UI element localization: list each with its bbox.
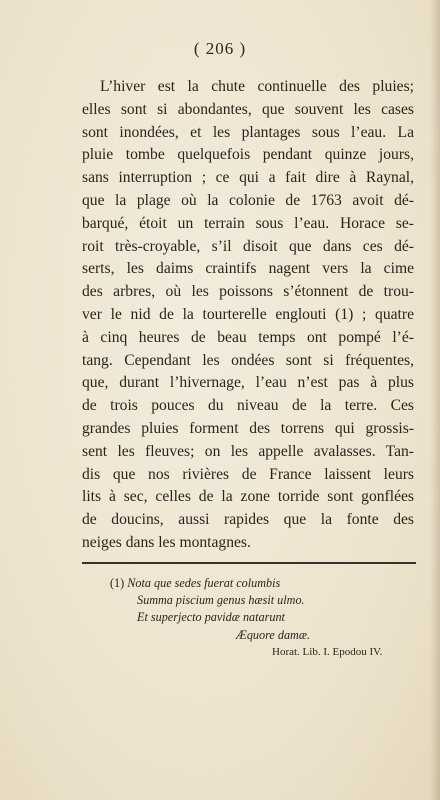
footnote-marker: (1) — [110, 576, 125, 590]
footnote-verse: Summa piscium genus hæsit ulmo. — [137, 593, 305, 608]
text-line: de trois pouces du niveau de la terre. Ces — [82, 397, 414, 415]
footnote-verse: Et superjecto pavidæ natarunt — [137, 610, 285, 625]
text-line: tang. Cependant les ondées sont si fréquentes, — [82, 351, 414, 369]
text-line: ver le nid de la tourterelle englouti (1) ; quatre — [82, 305, 414, 323]
text-line: elles sont si abondantes, que souvent les cases — [82, 100, 414, 118]
text-line: neiges dans les montagnes. — [82, 533, 251, 551]
footnote-verse: Nota que sedes fuerat columbis — [127, 576, 281, 590]
text-line: sont inondées, et les plantages sous l’eau. La — [82, 123, 414, 141]
text-line: serts, les daims craintifs nagent vers la cime — [82, 260, 414, 278]
text-line: pluie tombe quelquefois pendant quinze jours, — [82, 146, 414, 164]
footnote-line — [110, 575, 420, 592]
page-number: ( 206 ) — [193, 39, 247, 58]
text-line: barqué, étoit un terrain sous l’eau. Horace se- — [82, 214, 414, 232]
body-paragraph — [82, 76, 414, 555]
text-line: L’hiver est la chute continuelle des pluies; — [100, 78, 414, 95]
page-gutter-shadow — [430, 0, 440, 800]
text-line: sent les fleuves; on les appelle avalasses. Tan- — [82, 442, 414, 460]
text-line: roit très-croyable, s’il disoit que dans ces dé- — [82, 237, 414, 255]
footnote-citation: Horat. Lib. I. Epodou IV. — [272, 645, 383, 658]
text-line: dis que nos rivières de France laissent leurs — [82, 465, 414, 483]
text-line: que la plage où la colonie de 1763 avoit dé- — [82, 191, 414, 209]
text-line: que, durant l’hivernage, l’eau n’est pas à plus — [82, 374, 414, 392]
text-line: à cinq heures de beau temps ont pompé l’é- — [82, 328, 414, 346]
footnote-divider — [82, 562, 416, 564]
text-line: de doucins, aussi rapides que la fonte des — [82, 511, 414, 529]
text-line: des arbres, où les poissons s’étonnent de trou- — [82, 283, 414, 301]
text-line: grandes pluies forment des torrens qui grossis- — [82, 419, 414, 437]
footnote-verse: Æquore damæ. — [236, 627, 311, 642]
text-line: sans interruption ; ce qui a fait dire à Raynal, — [82, 169, 414, 187]
footnote — [110, 575, 420, 661]
text-line: lits à sec, celles de la zone torride sont gonflées — [82, 488, 414, 506]
